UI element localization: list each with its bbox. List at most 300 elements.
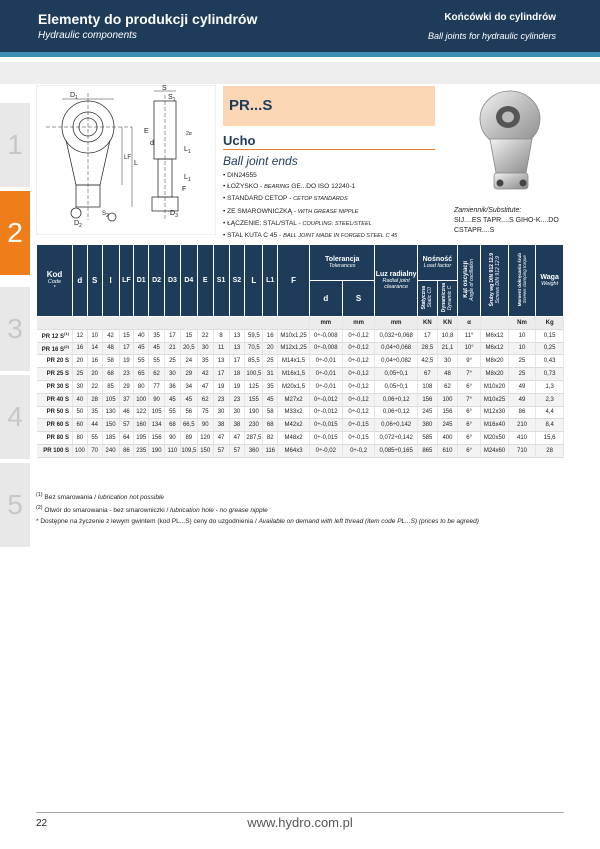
footnote-1: $^{(1)}$ Bez smarowania / lubrication not possible bbox=[36, 492, 165, 502]
cell-d1: 80 bbox=[134, 380, 149, 393]
drawing-label-s: S bbox=[162, 85, 167, 92]
cell-stat: 67 bbox=[417, 368, 437, 381]
cell-d: 30 bbox=[72, 380, 87, 393]
substitutes-heading: Zamiennik/Substitute: bbox=[454, 207, 522, 214]
cell-lf: 46 bbox=[119, 406, 134, 419]
cell-e: 35 bbox=[197, 355, 213, 368]
feature-item: • ŁĄCZENIE: STAL/STAL - COUPLING: STEEL/STEEL bbox=[223, 219, 372, 227]
cell-l1: 35 bbox=[263, 380, 278, 393]
cell-l1: 116 bbox=[263, 444, 278, 457]
col-d1: D1 bbox=[134, 245, 149, 317]
cell-d3: 68 bbox=[165, 419, 181, 432]
cell-f: M10x1,25 bbox=[278, 329, 310, 342]
cell-s2: 57 bbox=[229, 444, 245, 457]
cell-s: 28 bbox=[87, 393, 102, 406]
cell-tol_d: 0÷-0,012 bbox=[309, 406, 342, 419]
cell-tol_d: 0÷-0,01 bbox=[309, 355, 342, 368]
cell-l1: 16 bbox=[263, 329, 278, 342]
cell-s2: 47 bbox=[229, 432, 245, 445]
cell-l: 68 bbox=[102, 368, 119, 381]
cell-waga: 28 bbox=[536, 444, 564, 457]
table-row bbox=[37, 393, 564, 406]
cell-code: PR 25 S bbox=[37, 368, 73, 381]
cell-d3: 25 bbox=[165, 355, 181, 368]
drawing-label-l1: $L_1$ bbox=[184, 146, 191, 155]
header-right-title: Końcówki do cylindrów bbox=[444, 12, 556, 23]
cell-dyn: 245 bbox=[437, 419, 457, 432]
cell-tol_s: 0÷-0,15 bbox=[342, 419, 375, 432]
col-nosnosc: Nośność Load factor bbox=[417, 245, 457, 281]
cell-luz: 0,085÷0,165 bbox=[375, 444, 417, 457]
cell-s1: 19 bbox=[213, 380, 229, 393]
col-tol-s: S bbox=[342, 281, 375, 317]
cell-s2: 19 bbox=[229, 380, 245, 393]
cell-d4: 89 bbox=[180, 432, 197, 445]
cell-l: 58 bbox=[102, 355, 119, 368]
cell-d1: 100 bbox=[134, 393, 149, 406]
cell-dyn: 21,1 bbox=[437, 342, 457, 355]
table-row bbox=[37, 368, 564, 381]
cell-luz: 0,06÷0,12 bbox=[375, 406, 417, 419]
col-l: l bbox=[102, 245, 119, 317]
cell-lf: 57 bbox=[119, 419, 134, 432]
cell-kat: 9° bbox=[458, 355, 481, 368]
cell-l1: 68 bbox=[263, 419, 278, 432]
table-row bbox=[37, 444, 564, 457]
col-s2: S2 bbox=[229, 245, 245, 317]
cell-d3: 36 bbox=[165, 380, 181, 393]
cell-dyn: 156 bbox=[437, 406, 457, 419]
cell-d4: 15 bbox=[180, 329, 197, 342]
cell-sruby: M8x20 bbox=[481, 368, 509, 381]
cell-s1: 23 bbox=[213, 393, 229, 406]
col-sruby: Śruby wg DIN 912 12.9 Screws DIN 912 12.9 bbox=[481, 245, 509, 317]
cell-s1: 38 bbox=[213, 419, 229, 432]
cell-l: 48 bbox=[102, 342, 119, 355]
cell-tol_d: 0÷-0,015 bbox=[309, 432, 342, 445]
product-name-en: Ball joint ends bbox=[223, 154, 298, 168]
cell-sruby: M8x20 bbox=[481, 355, 509, 368]
cell-waga: 2,3 bbox=[536, 393, 564, 406]
cell-d3: 17 bbox=[165, 329, 181, 342]
drawing-label-l-lower: $L_1$ bbox=[184, 174, 191, 183]
cell-moment: 49 bbox=[508, 380, 536, 393]
table-row bbox=[37, 419, 564, 432]
cell-dyn: 610 bbox=[437, 444, 457, 457]
col-e: E bbox=[197, 245, 213, 317]
cell-stat: 865 bbox=[417, 444, 437, 457]
cell-sruby: M20x50 bbox=[481, 432, 509, 445]
cell-kat: 6° bbox=[458, 432, 481, 445]
cell-sruby: M24x60 bbox=[481, 444, 509, 457]
cell-code: PR 20 S bbox=[37, 355, 73, 368]
cell-s1: 30 bbox=[213, 406, 229, 419]
cell-kat: 7° bbox=[458, 368, 481, 381]
product-code-box: PR...S bbox=[223, 86, 435, 126]
cell-luz: 0,032÷0,068 bbox=[375, 329, 417, 342]
cell-d2: 62 bbox=[149, 368, 165, 381]
cell-luz: 0,04÷0,082 bbox=[375, 355, 417, 368]
drawing-label-angle: 2α bbox=[186, 131, 192, 137]
cell-l1: 25 bbox=[263, 355, 278, 368]
cell-d: 50 bbox=[72, 406, 87, 419]
col-luz: Luz radialny Radial joint clearance bbox=[375, 245, 417, 317]
technical-drawing bbox=[36, 85, 216, 235]
cell-e: 150 bbox=[197, 444, 213, 457]
cell-L: 59,5 bbox=[245, 329, 263, 342]
cell-s2: 23 bbox=[229, 393, 245, 406]
cell-waga: 0,73 bbox=[536, 368, 564, 381]
feature-item: • STANDARD CETOP - CETOP STANDARDS bbox=[223, 195, 348, 203]
cell-s1: 8 bbox=[213, 329, 229, 342]
cell-d: 100 bbox=[72, 444, 87, 457]
cell-dyn: 10,8 bbox=[437, 329, 457, 342]
table-row bbox=[37, 432, 564, 445]
cell-lf: 17 bbox=[119, 342, 134, 355]
col-s1: S1 bbox=[213, 245, 229, 317]
cell-luz: 0,04÷0,068 bbox=[375, 342, 417, 355]
cell-code: PR 60 S bbox=[37, 419, 73, 432]
cell-stat: 42,5 bbox=[417, 355, 437, 368]
cell-e: 42 bbox=[197, 368, 213, 381]
cell-sruby: M10x25 bbox=[481, 393, 509, 406]
cell-s1: 11 bbox=[213, 342, 229, 355]
cell-d4: 24 bbox=[180, 355, 197, 368]
drawing-label-d2: $D_2$ bbox=[74, 220, 82, 229]
cell-l: 42 bbox=[102, 329, 119, 342]
cell-l: 240 bbox=[102, 444, 119, 457]
feature-item: • DIN24555 bbox=[223, 172, 257, 179]
cell-s: 10 bbox=[87, 329, 102, 342]
cell-lf: 23 bbox=[119, 368, 134, 381]
drawing-label-lf: LF bbox=[124, 155, 132, 161]
cell-luz: 0,06÷0,142 bbox=[375, 419, 417, 432]
cell-d4: 34 bbox=[180, 380, 197, 393]
cell-d: 60 bbox=[72, 419, 87, 432]
feature-item: • STAL KUTA C 45 - BALL JOINT MADE IN FORGED STEEL C 45 bbox=[223, 232, 398, 240]
cell-d2: 105 bbox=[149, 406, 165, 419]
page-header bbox=[0, 0, 600, 52]
cell-s1: 13 bbox=[213, 355, 229, 368]
cell-s2: 13 bbox=[229, 342, 245, 355]
cell-moment: 210 bbox=[508, 419, 536, 432]
col-d4: D4 bbox=[180, 245, 197, 317]
cell-s: 14 bbox=[87, 342, 102, 355]
cell-waga: 0,43 bbox=[536, 355, 564, 368]
grey-band bbox=[0, 62, 600, 84]
cell-s: 55 bbox=[87, 432, 102, 445]
col-dynamiczna: Dynamiczna Dynamic C bbox=[437, 281, 457, 317]
footnote-2: $^{(2)}$ Otwór do smarowania - bez smarowniczki / lubrication hole - no grease nipple bbox=[36, 505, 268, 515]
col-kat: Kąt oscylacji Angle of oscillation bbox=[458, 245, 481, 317]
cell-f: M48x2 bbox=[278, 432, 310, 445]
cell-moment: 25 bbox=[508, 368, 536, 381]
cell-L: 70,5 bbox=[245, 342, 263, 355]
cell-s: 70 bbox=[87, 444, 102, 457]
cell-tol_d: 0÷-0,012 bbox=[309, 393, 342, 406]
cell-stat: 17 bbox=[417, 329, 437, 342]
cell-d: 20 bbox=[72, 355, 87, 368]
drawing-label-d1: $D_1$ bbox=[70, 92, 78, 101]
section-tab-2[interactable]: 2 bbox=[0, 191, 30, 275]
cell-d3: 45 bbox=[165, 393, 181, 406]
cell-L: 100,5 bbox=[245, 368, 263, 381]
cell-d2: 156 bbox=[149, 432, 165, 445]
cell-f: M14x1,5 bbox=[278, 355, 310, 368]
cell-l: 85 bbox=[102, 380, 119, 393]
section-tab-5[interactable]: 5 bbox=[0, 463, 30, 547]
cell-d: 12 bbox=[72, 329, 87, 342]
cell-d2: 90 bbox=[149, 393, 165, 406]
cell-f: M16x1,5 bbox=[278, 368, 310, 381]
cell-e: 30 bbox=[197, 342, 213, 355]
cell-f: M20x1,5 bbox=[278, 380, 310, 393]
cell-kat: 7° bbox=[458, 393, 481, 406]
cell-stat: 380 bbox=[417, 419, 437, 432]
cell-l: 150 bbox=[102, 419, 119, 432]
cell-d: 40 bbox=[72, 393, 87, 406]
col-d3: D3 bbox=[165, 245, 181, 317]
header-title: Elementy do produkcji cylindrów bbox=[38, 11, 258, 27]
table-row bbox=[37, 355, 564, 368]
drawing-label-f: F bbox=[182, 186, 187, 193]
cell-f: M12x1,25 bbox=[278, 342, 310, 355]
table-row bbox=[37, 380, 564, 393]
cell-d3: 21 bbox=[165, 342, 181, 355]
cell-moment: 10 bbox=[508, 329, 536, 342]
title-divider bbox=[223, 149, 435, 150]
cell-e: 90 bbox=[197, 419, 213, 432]
table-row bbox=[37, 342, 564, 355]
cell-kat: 6° bbox=[458, 419, 481, 432]
cell-d: 25 bbox=[72, 368, 87, 381]
cell-sruby: M10x20 bbox=[481, 380, 509, 393]
section-tab-1[interactable]: 1 bbox=[0, 103, 30, 187]
cell-waga: 1,3 bbox=[536, 380, 564, 393]
cell-moment: 49 bbox=[508, 393, 536, 406]
cell-sruby: M16x40 bbox=[481, 419, 509, 432]
header-right-subtitle: Ball joints for hydraulic cylinders bbox=[427, 31, 556, 41]
table-row bbox=[37, 406, 564, 419]
cell-L: 287,5 bbox=[245, 432, 263, 445]
cell-l1: 31 bbox=[263, 368, 278, 381]
cell-tol_s: 0÷-0,12 bbox=[342, 406, 375, 419]
cell-lf: 19 bbox=[119, 355, 134, 368]
cell-moment: 710 bbox=[508, 444, 536, 457]
cell-tol_s: 0÷-0,12 bbox=[342, 393, 375, 406]
cell-d4: 66,5 bbox=[180, 419, 197, 432]
cell-lf: 37 bbox=[119, 393, 134, 406]
cell-tol_s: 0÷-0,15 bbox=[342, 432, 375, 445]
substitutes-line-2: CSTAPR....S bbox=[454, 227, 495, 234]
col-f: F bbox=[278, 245, 310, 317]
cell-d1: 55 bbox=[134, 355, 149, 368]
cell-d2: 35 bbox=[149, 329, 165, 342]
cell-kat: 10° bbox=[458, 342, 481, 355]
col-statyczna: Statyczna Static C0 bbox=[417, 281, 437, 317]
cell-d2: 77 bbox=[149, 380, 165, 393]
feature-item: • ŁOŻYSKO - BEARING GE...DO ISO 12240-1 bbox=[223, 183, 356, 191]
cell-l: 130 bbox=[102, 406, 119, 419]
cell-d1: 45 bbox=[134, 342, 149, 355]
cell-s: 35 bbox=[87, 406, 102, 419]
cell-waga: 0,25 bbox=[536, 342, 564, 355]
cell-waga: 0,15 bbox=[536, 329, 564, 342]
cell-waga: 8,4 bbox=[536, 419, 564, 432]
cell-L: 155 bbox=[245, 393, 263, 406]
cell-s: 44 bbox=[87, 419, 102, 432]
cell-kat: 6° bbox=[458, 380, 481, 393]
cell-e: 47 bbox=[197, 380, 213, 393]
page-number: 22 bbox=[36, 818, 48, 829]
cell-d: 16 bbox=[72, 342, 87, 355]
cell-code: PR 12 $S^{(1)}$ bbox=[37, 329, 73, 342]
drawing-label-s1: $S_1$ bbox=[168, 94, 176, 103]
cell-dyn: 30 bbox=[437, 355, 457, 368]
cell-d1: 122 bbox=[134, 406, 149, 419]
cell-s2: 13 bbox=[229, 329, 245, 342]
cell-d1: 235 bbox=[134, 444, 149, 457]
col-lf: LF bbox=[119, 245, 134, 317]
cell-d4: 29 bbox=[180, 368, 197, 381]
cell-L: 85,5 bbox=[245, 355, 263, 368]
cell-tol_s: 0÷-0,2 bbox=[342, 444, 375, 457]
substitutes-line-1: SIJ....ES TAPR....S GIHO-K....DO bbox=[454, 217, 559, 224]
cell-d1: 40 bbox=[134, 329, 149, 342]
cell-d2: 134 bbox=[149, 419, 165, 432]
col-l1: L1 bbox=[263, 245, 278, 317]
cell-kat: 6° bbox=[458, 406, 481, 419]
cell-d1: 160 bbox=[134, 419, 149, 432]
cell-tol_d: 0÷-0,008 bbox=[309, 342, 342, 355]
cell-moment: 25 bbox=[508, 355, 536, 368]
cell-d2: 45 bbox=[149, 342, 165, 355]
cell-f: M33x2 bbox=[278, 406, 310, 419]
cell-d3: 30 bbox=[165, 368, 181, 381]
cell-luz: 0,072÷0,142 bbox=[375, 432, 417, 445]
cell-tol_s: 0÷-0,12 bbox=[342, 355, 375, 368]
cell-s2: 38 bbox=[229, 419, 245, 432]
cell-d3: 110 bbox=[165, 444, 181, 457]
col-tolerancja: Tolerancja Tolerances bbox=[309, 245, 375, 281]
cell-stat: 108 bbox=[417, 380, 437, 393]
cell-lf: 15 bbox=[119, 329, 134, 342]
drawing-label-e: E bbox=[144, 128, 149, 135]
cell-s2: 30 bbox=[229, 406, 245, 419]
cell-tol_d: 0÷-0,015 bbox=[309, 419, 342, 432]
cell-f: M27x2 bbox=[278, 393, 310, 406]
cell-tol_s: 0÷-0,12 bbox=[342, 380, 375, 393]
cell-f: M42x2 bbox=[278, 419, 310, 432]
header-subtitle: Hydraulic components bbox=[38, 30, 137, 41]
cell-sruby: M6x12 bbox=[481, 329, 509, 342]
cell-code: PR 40 S bbox=[37, 393, 73, 406]
col-kod: Kod Code * bbox=[37, 245, 73, 317]
cell-stat: 28,5 bbox=[417, 342, 437, 355]
cell-s: 20 bbox=[87, 368, 102, 381]
col-d2: D2 bbox=[149, 245, 165, 317]
cell-d2: 55 bbox=[149, 355, 165, 368]
cell-s1: 57 bbox=[213, 444, 229, 457]
cell-d2: 190 bbox=[149, 444, 165, 457]
cell-luz: 0,05÷0,1 bbox=[375, 380, 417, 393]
footer-divider bbox=[36, 812, 564, 813]
cell-f: M64x3 bbox=[278, 444, 310, 457]
cell-d: 80 bbox=[72, 432, 87, 445]
cell-s: 22 bbox=[87, 380, 102, 393]
col-d: d bbox=[72, 245, 87, 317]
cell-dyn: 62 bbox=[437, 380, 457, 393]
drawing-label-d: d bbox=[150, 140, 154, 147]
cell-d3: 90 bbox=[165, 432, 181, 445]
cell-kat: 11° bbox=[458, 329, 481, 342]
cell-e: 120 bbox=[197, 432, 213, 445]
cell-d4: 56 bbox=[180, 406, 197, 419]
table-row bbox=[37, 329, 564, 342]
cell-tol_d: 0÷-0,01 bbox=[309, 380, 342, 393]
cell-tol_s: 0÷-0,12 bbox=[342, 368, 375, 381]
cell-e: 62 bbox=[197, 393, 213, 406]
cell-waga: 15,6 bbox=[536, 432, 564, 445]
cell-l: 105 bbox=[102, 393, 119, 406]
cell-luz: 0,06÷0,12 bbox=[375, 393, 417, 406]
cell-l1: 45 bbox=[263, 393, 278, 406]
cell-e: 22 bbox=[197, 329, 213, 342]
cell-code: PR 50 S bbox=[37, 406, 73, 419]
drawing-label-d3: $D_3$ bbox=[170, 210, 178, 219]
cell-s2: 18 bbox=[229, 368, 245, 381]
product-name-pl: Ucho bbox=[223, 133, 256, 148]
cell-tol_d: 0÷-0,01 bbox=[309, 368, 342, 381]
cell-sruby: M6x12 bbox=[481, 342, 509, 355]
cell-tol_d: 0÷-0,008 bbox=[309, 329, 342, 342]
cell-s1: 17 bbox=[213, 368, 229, 381]
cell-L: 190 bbox=[245, 406, 263, 419]
cell-s1: 47 bbox=[213, 432, 229, 445]
cell-moment: 10 bbox=[508, 342, 536, 355]
cell-l1: 20 bbox=[263, 342, 278, 355]
feature-item: • ZE SMAROWNICZKĄ - WITH GREASE NIPPLE bbox=[223, 207, 359, 215]
cell-lf: 29 bbox=[119, 380, 134, 393]
cell-luz: 0,05÷0,1 bbox=[375, 368, 417, 381]
cell-d1: 195 bbox=[134, 432, 149, 445]
substitutes bbox=[454, 206, 559, 236]
cell-stat: 585 bbox=[417, 432, 437, 445]
cell-l1: 82 bbox=[263, 432, 278, 445]
cell-stat: 245 bbox=[417, 406, 437, 419]
col-s: S bbox=[87, 245, 102, 317]
footer-url[interactable]: www.hydro.com.pl bbox=[247, 815, 353, 830]
cell-stat: 156 bbox=[417, 393, 437, 406]
section-tab-4[interactable]: 4 bbox=[0, 375, 30, 459]
col-moment: Moment dokręcania śrub Screws clamping torque bbox=[508, 245, 536, 317]
cell-d4: 109,5 bbox=[180, 444, 197, 457]
section-tab-3[interactable]: 3 bbox=[0, 287, 30, 371]
product-photo bbox=[468, 87, 552, 195]
footnote-3: * Dostępne na życzenie z lewym gwintem (kod PL...S) ceny do uzgodnienia / Available on demand with left thread (item code PL...S) (prices to be agreed) bbox=[36, 518, 479, 526]
col-waga: Waga Weight bbox=[536, 245, 564, 317]
cell-L: 230 bbox=[245, 419, 263, 432]
cell-lf: 64 bbox=[119, 432, 134, 445]
cell-tol_d: 0÷-0,02 bbox=[309, 444, 342, 457]
cell-L: 125 bbox=[245, 380, 263, 393]
cell-s: 16 bbox=[87, 355, 102, 368]
header-stripe bbox=[0, 52, 600, 57]
cell-e: 75 bbox=[197, 406, 213, 419]
cell-code: PR 16 $S^{(2)}$ bbox=[37, 342, 73, 355]
feature-list bbox=[223, 170, 397, 242]
cell-moment: 86 bbox=[508, 406, 536, 419]
